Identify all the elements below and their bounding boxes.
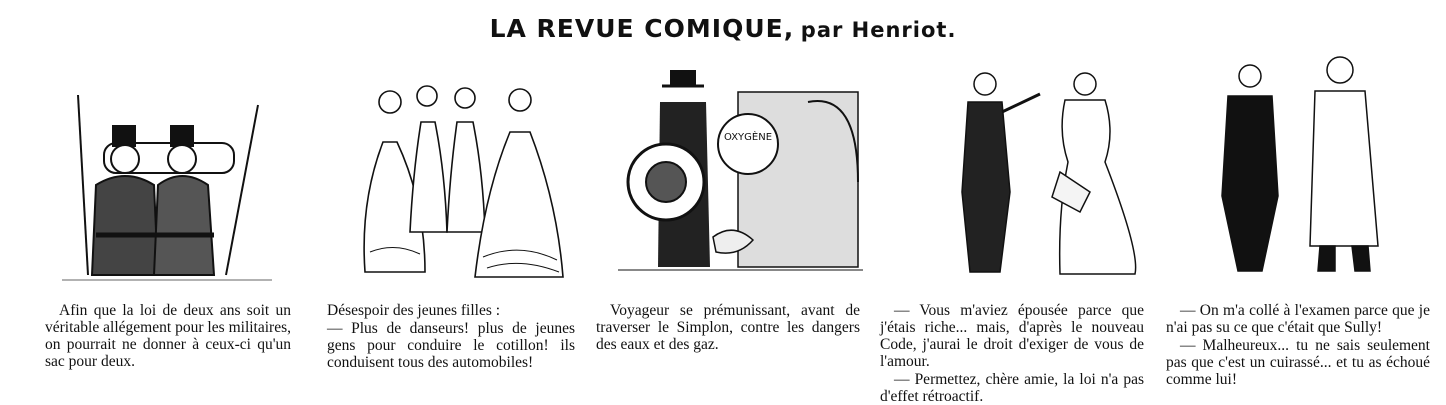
caption-3: [596, 302, 860, 353]
cartoon-panel-3: [618, 62, 863, 277]
cartoon-panel-5: [1200, 46, 1415, 276]
caption-2-dialogue: — Plus de danseurs! plus de jeunes gens pour conduire le cotillon! ils conduisent tous des automobiles!: [327, 320, 575, 371]
caption-5-line-2: — Malheureux... tu ne sais seulement pas que c'est un cuirassé... et tu as échoué comme lui!: [1166, 337, 1430, 388]
caption-5-line-1: — On m'a collé à l'examen parce que je n'ai pas su ce que c'était que Sully!: [1166, 302, 1430, 336]
soldiers-illustration: [62, 85, 272, 285]
cartoon-panel-4: [940, 62, 1140, 282]
caption-4-line-1: — Vous m'aviez épousée parce que j'étais riche... mais, d'après le nouveau Code, j'aurai le droit d'exiger de vous de l'amour.: [880, 302, 1144, 370]
caption-5: [1166, 302, 1430, 388]
caption-4: [880, 302, 1144, 405]
ballroom-illustration: [335, 82, 565, 282]
page-title: [0, 14, 1446, 43]
cartoon-panel-2: [335, 82, 565, 282]
caption-2: [327, 302, 575, 371]
oxygen-label: OXYGÈNE: [723, 132, 773, 143]
couple-illustration: [940, 62, 1140, 282]
traveler-illustration: [618, 62, 863, 277]
cartoon-panel-1: [62, 85, 272, 285]
byline-text: par Henriot.: [800, 18, 957, 42]
caption-3-text: Voyageur se prémunissant, avant de traverser le Simplon, contre les dangers des eaux et des gaz.: [596, 302, 860, 353]
caption-4-line-2: — Permettez, chère amie, la loi n'a pas d'effet rétroactif.: [880, 371, 1144, 405]
caption-1-text: Afin que la loi de deux ans soit un véritable allégement pour les militaires, on pourrait ne donner à ceux-ci qu'un sac pour deux.: [45, 302, 291, 370]
student-illustration: [1200, 46, 1415, 276]
title-text: LA REVUE COMIQUE,: [489, 14, 795, 43]
caption-2-heading: Désespoir des jeunes filles :: [327, 302, 501, 319]
caption-1: [45, 302, 291, 370]
